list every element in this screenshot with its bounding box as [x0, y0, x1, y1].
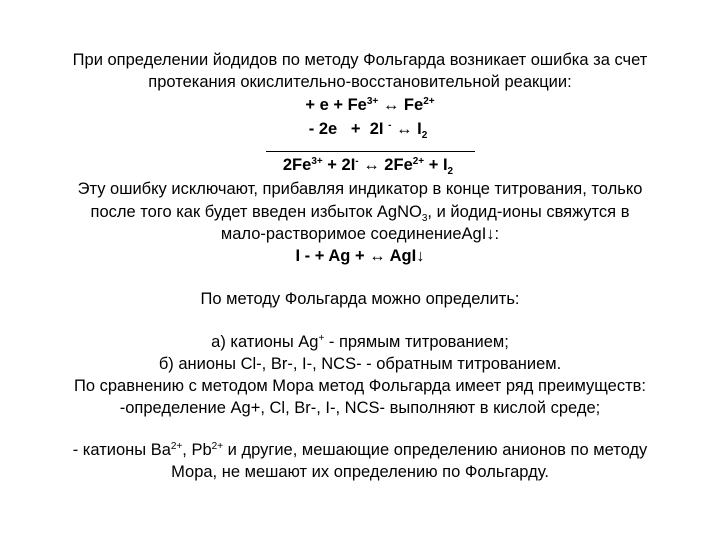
equation-iron-reduction: + $е + Fe^{3+}$ ↔ $Fe^{2+}$	[305, 96, 435, 114]
equation-divider-line	[266, 151, 475, 152]
text-line-16: Мора, не мешают их определению по Фольгарду.	[171, 463, 549, 481]
text-line-1: При определении йодидов по методу Фольгарда возникает ошибка за счет	[72, 51, 648, 69]
text-line-2: протекания окислительно-восстановительной реакции:	[148, 73, 572, 91]
text-line-8: мало-растворимое соединениеAgI↓:	[220, 225, 500, 243]
text-line-15: - катионы $Ba^{2+}$, $Pb^{2+}$ и другие, мешающие определению анионов по методу	[72, 441, 648, 459]
equation-overall: $2Fe^{3+} + 2I^-$ ↔ $2Fe^{2+} + I_2$	[282, 156, 454, 177]
text-line-11: а) катионы Ag+ - прямым титрованием;	[211, 333, 509, 351]
text-line-10: По методу Фольгарда можно определить:	[200, 290, 520, 308]
equation-silver-iodide: I - + Ag + ↔ AgI↓	[295, 247, 425, 265]
text-line-7: после того как будет введен избыток AgNO$_3$, и йодид-ионы свяжутся в	[90, 203, 630, 224]
text-line-14: -определение Ag+, Cl, Br-, I-, NCS- выполняют в кислой среде;	[119, 399, 601, 417]
text-line-12: б) анионы Cl-, Br-, I-, NCS- - обратным титрованием.	[158, 355, 562, 373]
equation-iodide-oxidation: - 2e + 2I - ↔ $I_2$	[308, 120, 428, 141]
text-line-13: По сравнению с методом Мора метод Фольгарда имеет ряд преимуществ:	[74, 377, 646, 395]
text-line-6: Эту ошибку исключают, прибавляя индикатор в конце титрования, только	[77, 180, 643, 198]
